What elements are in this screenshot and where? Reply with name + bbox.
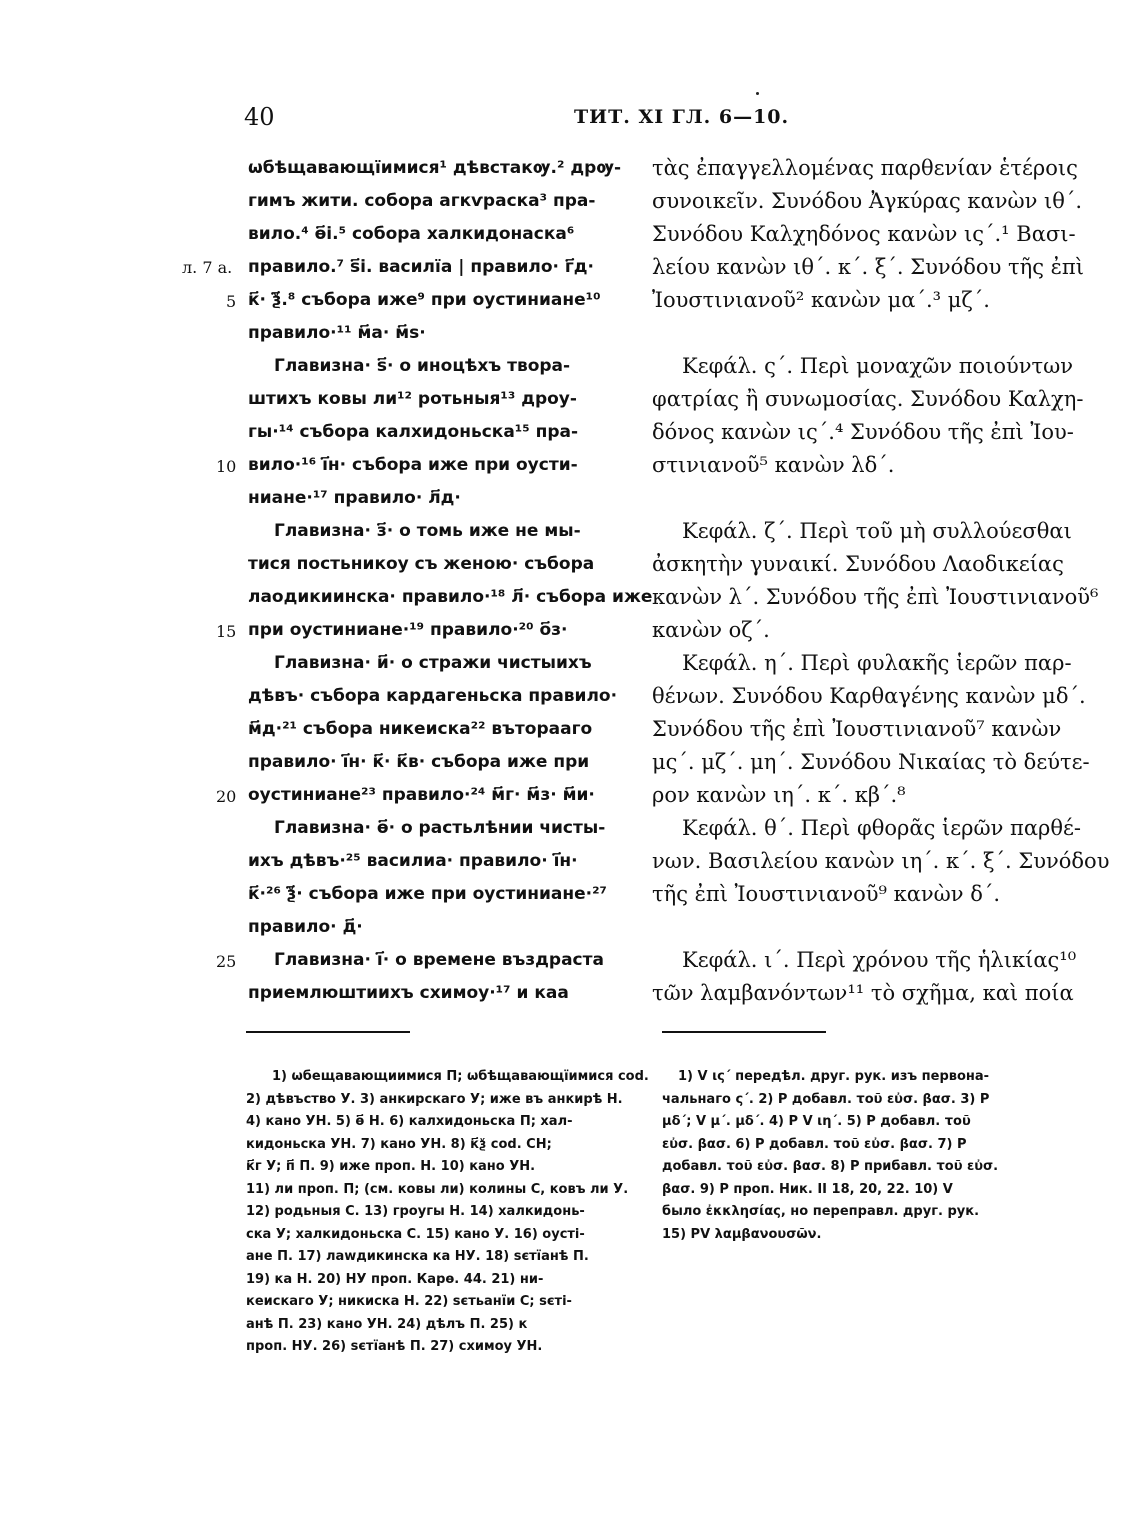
text-line: к҃· ѯ҃.⁸ събора иже⁹ при оустиниане¹⁰: [248, 290, 601, 310]
text-line: м҃д·²¹ събора никеиска²² въторааго: [248, 719, 593, 739]
text-line: λείου κανὼν ιθ΄. κ΄. ξ΄. Συνόδου τῆς ἐπὶ: [652, 255, 1084, 279]
footnote-line: чальнаго ς΄. 2) Р добавл. τοῦ εὐσ. βασ. 3) Р: [662, 1091, 990, 1107]
footnote-line: 2) дѣвъство У. 3) анкирскаго У; иже въ анкирѣ Н.: [246, 1091, 623, 1107]
text-line: гимъ жити. собора агкѵраска³ пра-: [248, 191, 596, 211]
chapter-heading: Κεφάλ. η΄. Περὶ φυλακῆς ἱερῶν παρ-: [682, 651, 1072, 675]
footnote-rule-left: [246, 1031, 410, 1033]
text-line: ихъ дѣвъ·²⁵ василиа· правило· і҃н·: [248, 851, 578, 871]
folio-reference: л. 7 а.: [182, 258, 233, 277]
footnote-line: 11) ли проп. П; (см. ковы ли) колины С, ковъ ли У.: [246, 1181, 629, 1197]
chapter-heading: Κεφάλ. ζ΄. Περὶ τοῦ μὴ συλλούεσθαι: [682, 519, 1072, 543]
text-line: στινιανοῦ⁵ κανὼν λδ΄.: [652, 453, 895, 477]
footnote-line: 15) PV λαμβανουσῶν.: [662, 1226, 822, 1242]
footnote-line: ане П. 17) лаwдикинска ка НУ. 18) ѕєтїанѣ П.: [246, 1249, 589, 1264]
text-line: φατρίας ἢ συνωμοσίας. Συνόδου Καλχη-: [652, 387, 1084, 411]
chapter-heading: Κεφάλ. θ΄. Περὶ φθορᾶς ἱερῶν παρθέ-: [682, 816, 1081, 840]
text-line: штихъ ковы ли¹² ротьныя¹³ дроу-: [248, 389, 577, 409]
footnote-line: 12) родьныя С. 13) гроугы Н. 14) халкидонь-: [246, 1204, 585, 1219]
text-line: θένων. Συνόδου Καρθαγένης κανὼν μδ΄.: [652, 684, 1086, 708]
footnotes-left: [246, 1066, 649, 1359]
footnote-line: 4) кано УН. 5) ѳ҃ Н. 6) калхидоньска П; хал-: [246, 1114, 573, 1129]
running-head: ТИТ. XI ГЛ. 6—10.: [574, 106, 790, 128]
text-line: оустиниане²³ правило·²⁴ м҃г· м҃з· м҃и·: [248, 785, 595, 805]
text-line: вило.⁴ ѳ҃і.⁵ собора халкидонаска⁶: [248, 224, 575, 244]
line-number-15: 15: [216, 622, 237, 641]
slavonic-column: [248, 152, 653, 1010]
text-line: Ἰουστινιανοῦ² κανὼν μα΄.³ μζ΄.: [652, 288, 990, 312]
line-number-5: 5: [226, 292, 237, 311]
text-line: вило·¹⁶ і҃н· събора иже при оусти-: [248, 455, 578, 475]
line-number-20: 20: [216, 787, 237, 806]
footnote-line: к҃г У; п҃ П. 9) иже проп. Н. 10) кано УН.: [246, 1159, 536, 1174]
text-line: правило·¹¹ м҃а· м҃ѕ·: [248, 323, 426, 343]
text-line: συνοικεῖν. Συνόδου Ἀγκύρας κανὼν ιθ΄.: [652, 189, 1083, 213]
greek-column: [652, 152, 1110, 1010]
chapter-heading: Главизна· ѳ҃· о растьлѣнии чисты-: [274, 818, 606, 838]
text-line: ρον κανὼν ιη΄. κ΄. κβ΄.⁸: [652, 783, 906, 807]
text-line: ниане·¹⁷ правило· л҃д·: [248, 488, 461, 508]
page-number: 40: [244, 103, 275, 131]
text-line: τὰς ἐπαγγελλομένας παρθενίαν ἑτέροις: [652, 156, 1078, 180]
footnote-line: кидоньска УН. 7) кано УН. 8) к҃ѯ cod. СН;: [246, 1136, 552, 1152]
footnote-line: 19) ка Н. 20) НУ проп. Карө. 44. 21) ни-: [246, 1271, 544, 1287]
line-number-25: 25: [216, 952, 237, 971]
text-line: приемлюштиихъ схимоу·¹⁷ и каа: [248, 983, 569, 1003]
text-line: τῶν λαμβανόντων¹¹ τὸ σχῆμα, καὶ ποία: [652, 981, 1074, 1005]
chapter-heading: Главизна· ѕ҃· о иноцѣхъ твора-: [274, 356, 571, 376]
footnote-line: добавл. τοῦ εὐσ. βασ. 8) Р прибавл. τοῦ εὐσ.: [662, 1159, 999, 1174]
text-line: гы·¹⁴ събора калхидоньска¹⁵ пра-: [248, 422, 579, 442]
footnote-line: было ἐκκλησίας, но переправл. друг. рук.: [662, 1204, 980, 1219]
text-line: лаодикиинска· правило·¹⁸ л҃· събора иже: [248, 587, 653, 607]
text-line: Συνόδου τῆς ἐπὶ Ἰουστινιανοῦ⁷ κανὼν: [652, 717, 1062, 741]
footnote-line: анѣ П. 23) кано УН. 24) дѣлъ П. 25) к: [246, 1316, 528, 1332]
text-line: ἀσκητὴν γυναικί. Συνόδου Λαοδικείας: [652, 552, 1064, 576]
text-line: при оустиниане·¹⁹ правило·²⁰ о҃з·: [248, 620, 568, 640]
footnotes-right: [662, 1066, 1054, 1246]
text-line: правило.⁷ ѕ҃і. василїа | правило· г҃д·: [248, 257, 594, 277]
text-line: ѡбѣщавающїимися¹ дѣвстакѹ.² дрѹ-: [248, 158, 622, 178]
text-line: τῆς ἐπὶ Ἰουστινιανοῦ⁹ κανὼν δ΄.: [652, 882, 1001, 906]
footnote-rule-right: [662, 1031, 826, 1033]
chapter-heading: Главизна· з҃· о томь иже не мы-: [274, 521, 581, 541]
chapter-heading: Главизна· і҃· о времене въздраста: [274, 950, 604, 970]
chapter-heading: Κεφάλ. ι΄. Περὶ χρόνου τῆς ἡλικίας¹⁰: [682, 948, 1077, 972]
text-line: правило· д҃·: [248, 917, 363, 937]
chapter-heading: Κεφάλ. ς΄. Περὶ μοναχῶν ποιούντων: [682, 354, 1074, 378]
line-number-10: 10: [216, 457, 237, 476]
text-line: тися постьникоу съ женою· събора: [248, 554, 595, 574]
text-line: к҃·²⁶ ѯ҃· събора иже при оустиниане·²⁷: [248, 884, 607, 904]
footnote-line: βασ. 9) Р проп. Ник. II 18, 20, 22. 10) V: [662, 1181, 953, 1197]
footnote-line: проп. НУ. 26) ѕєтїанѣ П. 27) схимоу УН.: [246, 1339, 543, 1354]
text-line: κανὼν λ΄. Συνόδου τῆς ἐπὶ Ἰουστινιανοῦ⁶: [652, 585, 1099, 609]
footnote-line: μδ΄; V μ΄. μδ΄. 4) Р V ιη΄. 5) Р добавл. τοῦ: [662, 1114, 971, 1129]
text-line: правило· і҃н· к҃· к҃в· събора иже при: [248, 752, 590, 772]
text-line: κανὼν οζ΄.: [652, 618, 770, 642]
text-line: дѣвъ· събора кардагеньска правило·: [248, 686, 618, 706]
footnote-line: 1) V ις΄ передѣл. друг. рук. изъ первона-: [678, 1069, 990, 1084]
text-line: μς΄. μζ΄. μη΄. Συνόδου Νικαίας τὸ δεύτε-: [652, 750, 1090, 774]
footnote-line: ска У; халкидоньска С. 15) кано У. 16) оусті-: [246, 1226, 585, 1242]
footnote-line: 1) ѡбещавающиимися П; ѡбѣщавающїимися cod.: [272, 1069, 649, 1084]
footnote-line: εὐσ. βασ. 6) Р добавл. τοῦ εὐσ. βασ. 7) Р: [662, 1136, 967, 1152]
text-line: Συνόδου Καλχηδόνος κανὼν ις΄.¹ Βασι-: [652, 222, 1076, 246]
text-line: νων. Βασιλείου κανὼν ιη΄. κ΄. ξ΄. Συνόδου: [652, 849, 1110, 873]
stray-dot: [756, 92, 759, 95]
chapter-heading: Главизна· и҃· о стражи чистыихъ: [274, 653, 592, 673]
text-line: δόνος κανὼν ις΄.⁴ Συνόδου τῆς ἐπὶ Ἰου-: [652, 420, 1074, 444]
footnote-line: кеискаго У; никиска Н. 22) ѕєтьанїи С; ѕєті-: [246, 1294, 572, 1309]
